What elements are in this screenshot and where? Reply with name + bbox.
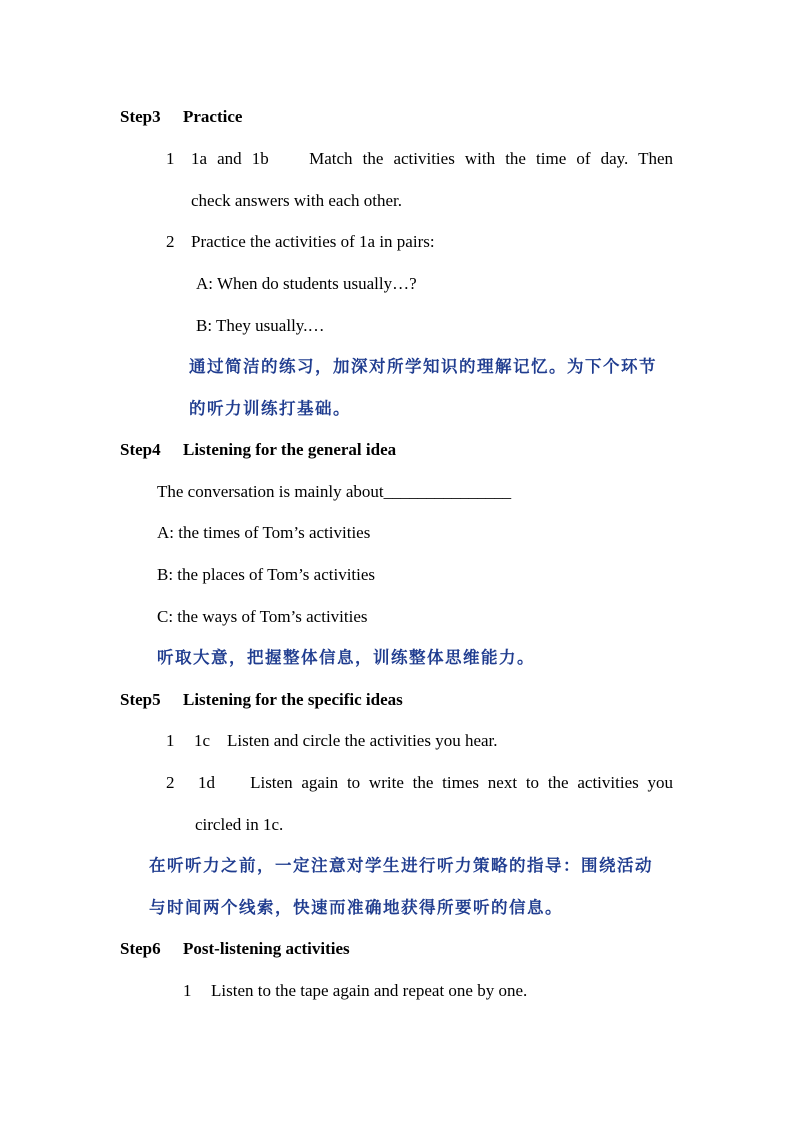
step5-item1-text: 1c Listen and circle the activities you hear. bbox=[194, 731, 498, 750]
step3-note-line2: 的听力训练打基础。 bbox=[189, 399, 351, 418]
step5-note-line2: 与时间两个线索，快速而准确地获得所要听的信息。 bbox=[149, 898, 563, 917]
step5-item2-number: 2 bbox=[166, 773, 175, 792]
step3-item1-number: 1 bbox=[166, 149, 175, 168]
step6-label: Step6 bbox=[120, 939, 161, 958]
step3-note-line1: 通过简洁的练习，加深对所学知识的理解记忆。为下个环节 bbox=[189, 357, 657, 376]
step5-label: Step5 bbox=[120, 690, 161, 709]
step5-heading bbox=[120, 689, 403, 711]
step3-dialog-a: A: When do students usually…? bbox=[196, 274, 417, 293]
step3-dialog-b: B: They usually.… bbox=[196, 316, 325, 335]
step5-item2-text: 1d Listen again to write the times next to the activities you bbox=[198, 773, 673, 792]
step6-heading bbox=[120, 938, 350, 960]
step3-heading bbox=[120, 106, 242, 128]
step4-label: Step4 bbox=[120, 440, 161, 459]
step4-option-c: C: the ways of Tom’s activities bbox=[157, 607, 368, 626]
step4-note: 听取大意，把握整体信息，训练整体思维能力。 bbox=[157, 648, 535, 667]
step6-item1-text: Listen to the tape again and repeat one by one. bbox=[211, 981, 528, 1000]
step4-question: The conversation is mainly about_______________ bbox=[157, 482, 512, 501]
step4-heading bbox=[120, 439, 396, 461]
step3-label: Step3 bbox=[120, 107, 161, 126]
step4-option-b: B: the places of Tom’s activities bbox=[157, 565, 376, 584]
step5-item1-number: 1 bbox=[166, 731, 175, 750]
step6-item1-number: 1 bbox=[183, 981, 192, 1000]
step3-item2-number: 2 bbox=[166, 232, 175, 251]
step3-item1-continuation: check answers with each other. bbox=[191, 191, 402, 210]
step5-title: Listening for the specific ideas bbox=[183, 690, 403, 709]
step4-title: Listening for the general idea bbox=[183, 440, 397, 459]
step5-item2-continuation: circled in 1c. bbox=[195, 815, 284, 834]
step6-title: Post-listening activities bbox=[183, 939, 350, 958]
step3-title: Practice bbox=[183, 107, 243, 126]
step3-item2-text: Practice the activities of 1a in pairs: bbox=[191, 232, 435, 251]
step5-note-line1: 在听听力之前，一定注意对学生进行听力策略的指导：围绕活动 bbox=[149, 856, 653, 875]
step4-option-a: A: the times of Tom’s activities bbox=[157, 523, 371, 542]
step3-item1-text: 1a and 1b Match the activities with the time of day. Then bbox=[191, 149, 673, 168]
